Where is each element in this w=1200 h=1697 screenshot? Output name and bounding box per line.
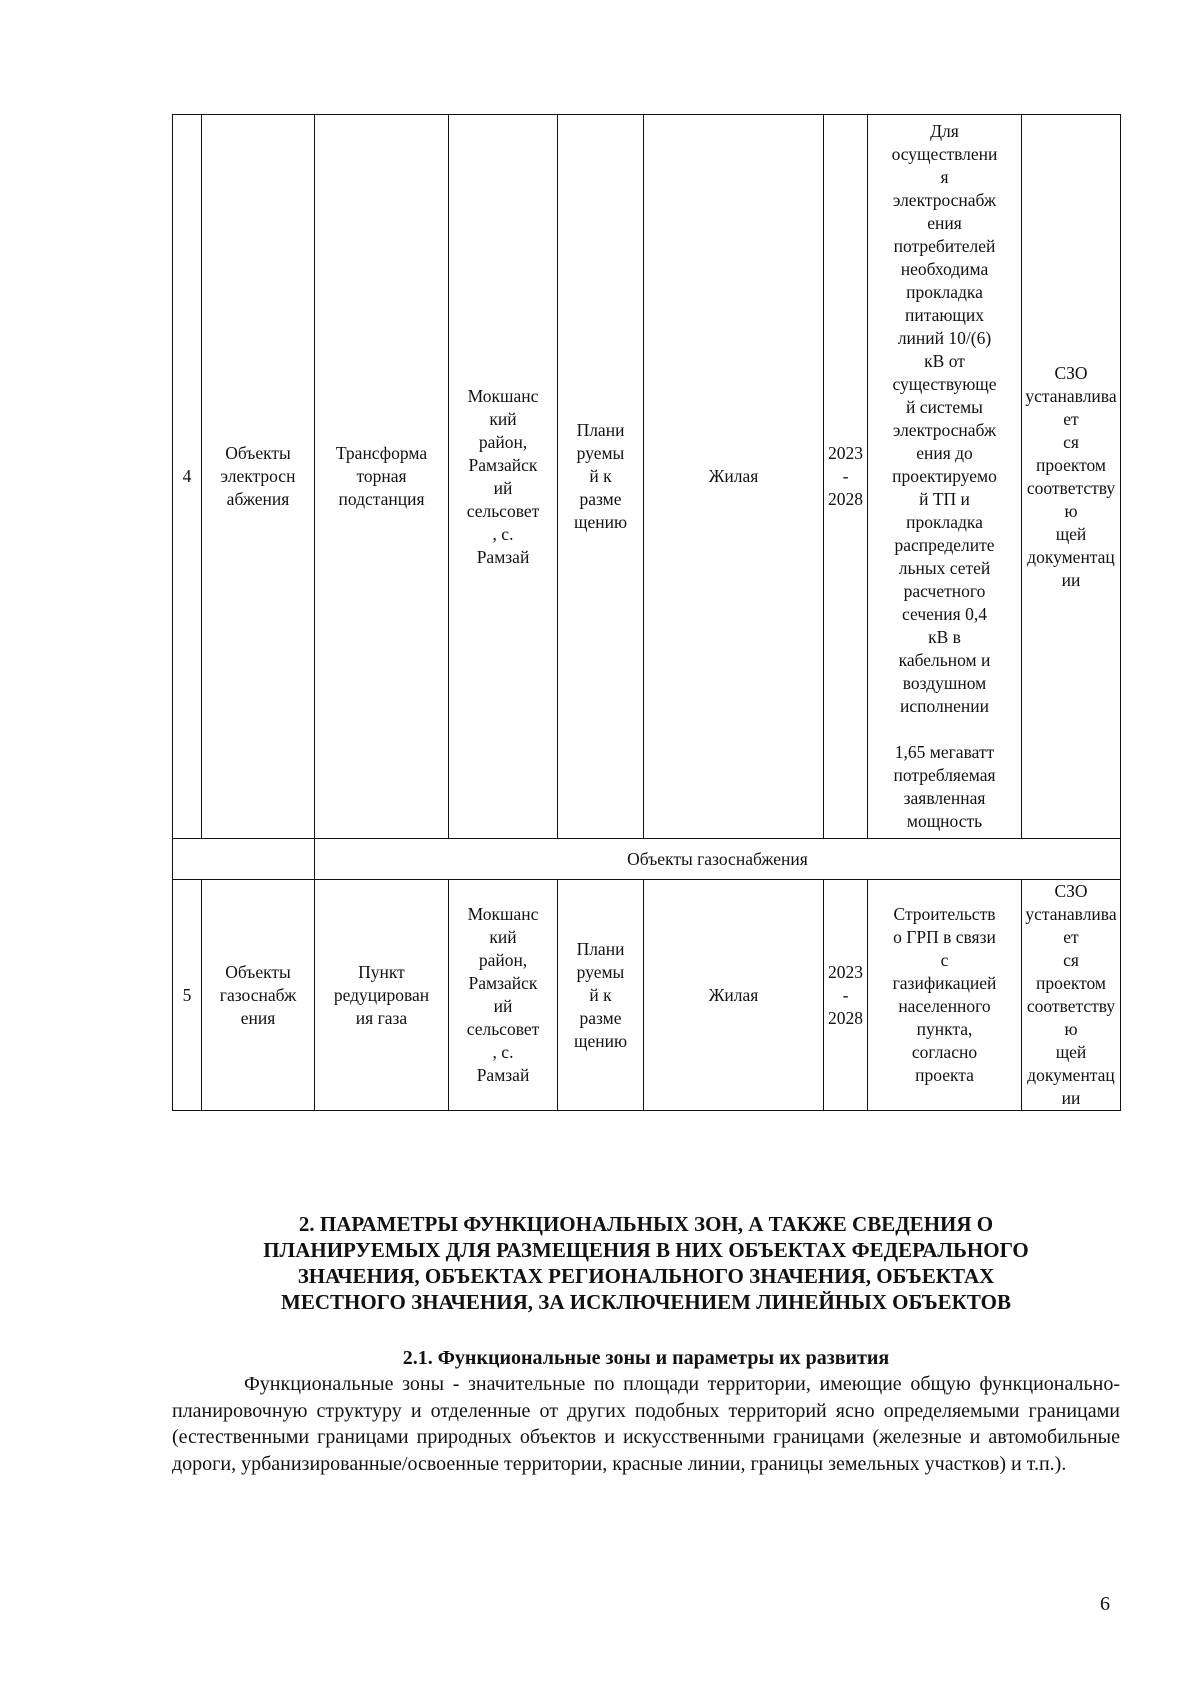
cell-location: Мокшанс кий район, Рамзайск ий сельсовет , с. Рамзай bbox=[449, 880, 558, 1111]
cell-object-name: Пункт редуцирован ия газа bbox=[315, 880, 449, 1111]
cell-period: 2023- 2028 bbox=[824, 115, 868, 839]
cell-location: Мокшанс кий район, Рамзайск ий сельсовет , с. Рамзай bbox=[449, 115, 558, 839]
page-number: 6 bbox=[1100, 1593, 1110, 1615]
cell-characteristics: Для осуществлени я электроснабж ения потребителей необходима прокладка питающих линий 10/(6) кВ от существующе й системы электроснабж ения до проектируемо й ТП и прокладка распределите льных сетей расчетного сечения 0,4 кВ в кабельном и воздушном исполнении 1,65 мегаватт потребляемая заявленная мощность bbox=[868, 115, 1022, 839]
body-paragraph: Функциональные зоны - значительные по площади территории, имеющие общую функционально-планировочную структуру и отделенные от других подобных территорий ясно определяемыми границами (естественными границами природных объектов и искусственными границами (железные и автомобильные дороги, урбанизированные/освоенные территории, красные линии, границы земельных участков) и т.п.). bbox=[172, 1373, 1120, 1475]
subsection-heading: 2.1. Функциональные зоны и параметры их развития bbox=[402, 1347, 890, 1369]
table-row bbox=[173, 115, 1121, 839]
cell-period: 2023- 2028 bbox=[824, 880, 868, 1111]
cell-object-name: Трансформа торная подстанция bbox=[315, 115, 449, 839]
table-row bbox=[173, 880, 1121, 1111]
table-section-row bbox=[173, 839, 1121, 880]
cell-empty bbox=[173, 839, 315, 880]
cell-zone-restrictions: СЗО устанавливает ся проектом соответствую щей документации bbox=[1022, 115, 1121, 839]
cell-status: Плани руемы й к разме щению bbox=[558, 115, 644, 839]
cell-zone: Жилая bbox=[644, 115, 824, 839]
section-title-gas: Объекты газоснабжения bbox=[315, 839, 1121, 880]
objects-table bbox=[172, 114, 1121, 1111]
section-heading: 2. ПАРАМЕТРЫ ФУНКЦИОНАЛЬНЫХ ЗОН, А ТАКЖЕ СВЕДЕНИЯ О ПЛАНИРУЕМЫХ ДЛЯ РАЗМЕЩЕНИЯ В НИХ ОБЪЕКТАХ ФЕДЕРАЛЬНОГО ЗНАЧЕНИЯ, ОБЪЕКТАХ РЕГИОНАЛЬНОГО ЗНАЧЕНИЯ, ОБЪЕКТАХ МЕСТНОГО ЗНАЧЕНИЯ, ЗА ИСКЛЮЧЕНИЕМ ЛИНЕЙНЫХ ОБЪЕКТОВ bbox=[263, 1212, 1029, 1314]
cell-status: Плани руемы й к разме щению bbox=[558, 880, 644, 1111]
cell-number: 5 bbox=[173, 880, 202, 1111]
cell-zone-restrictions: СЗО устанавливает ся проектом соответствую щей документации bbox=[1022, 880, 1121, 1111]
cell-characteristics: Строительств о ГРП в связи с газификацией населенного пункта, согласно проекта bbox=[868, 880, 1022, 1111]
cell-zone: Жилая bbox=[644, 880, 824, 1111]
cell-object-type: Объекты электросн абжения bbox=[202, 115, 315, 839]
cell-object-type: Объекты газоснабж ения bbox=[202, 880, 315, 1111]
cell-number: 4 bbox=[173, 115, 202, 839]
